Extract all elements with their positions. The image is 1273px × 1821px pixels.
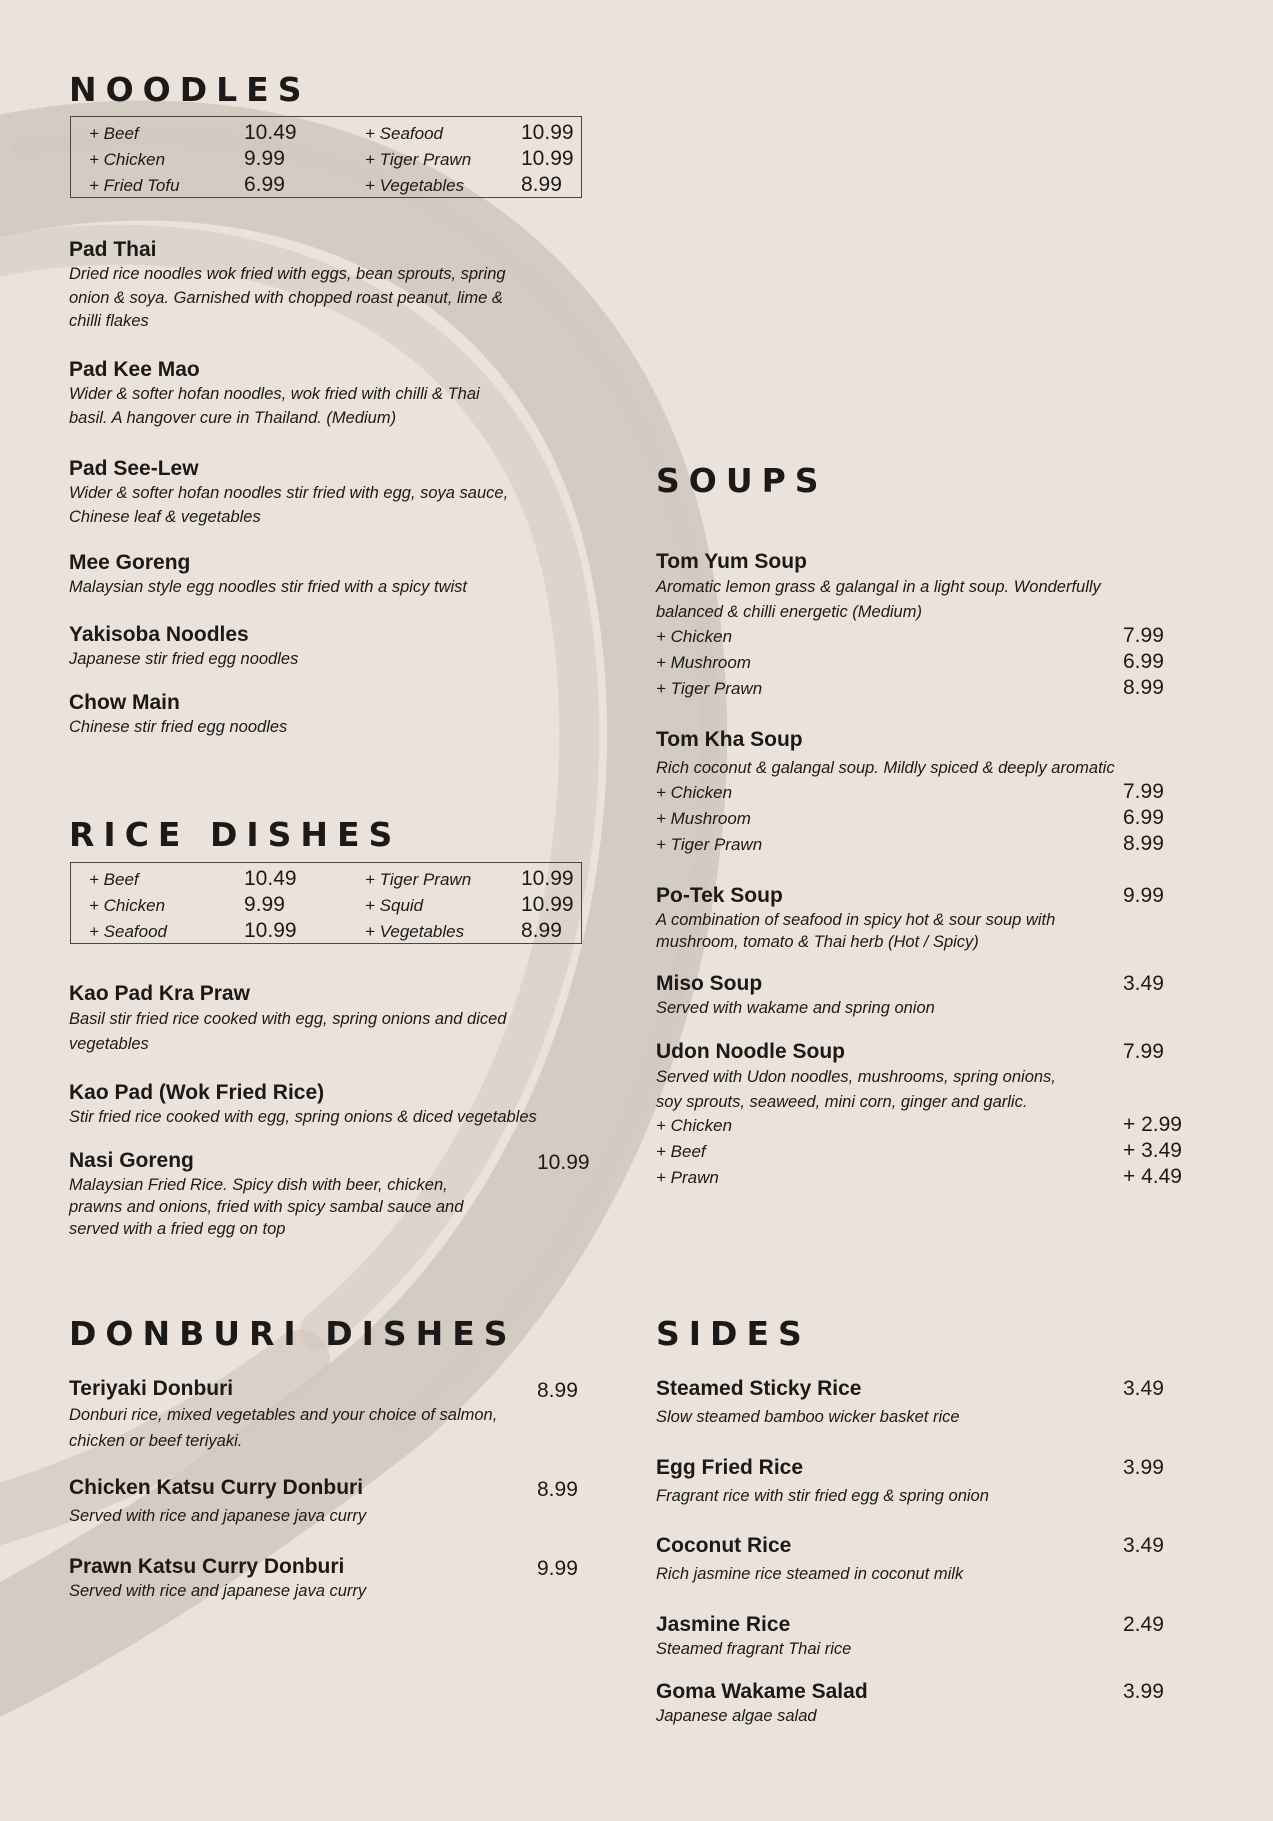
- menu-item: [656, 883, 1056, 953]
- menu-item: [656, 1376, 1096, 1430]
- item-description: Served with rice and japanese java curry: [69, 1582, 367, 1600]
- menu-item: [656, 549, 1136, 625]
- item-name: Tom Kha Soup: [656, 728, 803, 751]
- addon-price: 10.99: [521, 893, 574, 916]
- item-name: Goma Wakame Salad: [656, 1680, 868, 1703]
- item-name: Chicken Katsu Curry Donburi: [69, 1476, 364, 1499]
- item-name: Miso Soup: [656, 972, 763, 995]
- menu-item: [656, 971, 1096, 1021]
- item-description: Wider & softer hofan noodles, wok fried with chilli & Thai basil. A hangover cure in Thailand. (Medium): [69, 385, 480, 427]
- item-description: Rich coconut & galangal soup. Mildly spiced & deeply aromatic: [656, 759, 1115, 777]
- item-name: Kao Pad Kra Praw: [69, 982, 250, 1005]
- item-price: 3.49: [1123, 972, 1164, 995]
- menu-item: [69, 357, 489, 430]
- item-name: Pad Thai: [69, 238, 157, 261]
- option-price: 6.99: [1123, 806, 1164, 829]
- option-price: + 3.49: [1123, 1139, 1182, 1162]
- menu-item: [656, 1612, 1096, 1662]
- rice-heading: RICE DISHES: [69, 815, 402, 854]
- addon-price: 10.49: [244, 867, 297, 890]
- item-price: 3.99: [1123, 1456, 1164, 1479]
- item-description: Fragrant rice with stir fried egg & spring onion: [656, 1487, 989, 1505]
- item-name: Kao Pad (Wok Fried Rice): [69, 1081, 325, 1104]
- menu-item: [656, 1455, 1096, 1509]
- addon-price: 8.99: [521, 919, 562, 942]
- item-price: 8.99: [537, 1379, 578, 1402]
- item-name: Udon Noodle Soup: [656, 1040, 845, 1063]
- addon-price: 10.99: [521, 147, 574, 170]
- menu-item: [69, 1080, 639, 1130]
- addon-price: 10.49: [244, 121, 297, 144]
- option-label: + Tiger Prawn: [656, 835, 763, 854]
- item-description: Japanese stir fried egg noodles: [69, 650, 299, 668]
- option-price: 8.99: [1123, 676, 1164, 699]
- menu-item: [656, 1533, 1096, 1587]
- option-label: + Beef: [656, 1142, 706, 1161]
- addon-price: 6.99: [244, 173, 285, 196]
- option-label: + Chicken: [656, 627, 733, 646]
- addon-label: + Squid: [365, 896, 424, 915]
- item-description: Slow steamed bamboo wicker basket rice: [656, 1408, 960, 1426]
- item-name: Prawn Katsu Curry Donburi: [69, 1555, 345, 1578]
- rice-addon-box: [70, 862, 582, 944]
- item-description: Dried rice noodles wok fried with eggs, bean sprouts, spring onion & soya. Garnished with chopped roast peanut, lime & chilli flakes: [69, 265, 506, 330]
- item-price: 2.49: [1123, 1613, 1164, 1636]
- option-label: + Mushroom: [656, 809, 751, 828]
- item-name: Teriyaki Donburi: [69, 1377, 234, 1400]
- item-description: Stir fried rice cooked with egg, spring onions & diced vegetables: [69, 1108, 537, 1126]
- option-price: 7.99: [1123, 780, 1164, 803]
- item-name: Pad See-Lew: [69, 457, 199, 480]
- addon-label: + Tiger Prawn: [365, 150, 472, 169]
- item-description: Japanese algae salad: [656, 1707, 817, 1725]
- menu-item: [69, 690, 569, 740]
- option-price: 6.99: [1123, 650, 1164, 673]
- option-label: + Prawn: [656, 1168, 719, 1187]
- soups-heading: SOUPS: [656, 461, 828, 500]
- option-price: 8.99: [1123, 832, 1164, 855]
- addon-label: + Chicken: [89, 896, 166, 915]
- item-description: Chinese stir fried egg noodles: [69, 718, 288, 736]
- menu-item: [69, 550, 569, 600]
- item-name: Mee Goreng: [69, 551, 191, 574]
- addon-price: 10.99: [521, 867, 574, 890]
- addon-label: + Seafood: [365, 124, 443, 143]
- item-price: 8.99: [537, 1478, 578, 1501]
- menu-item: [69, 981, 559, 1057]
- addon-label: + Seafood: [89, 922, 167, 941]
- item-price: 3.49: [1123, 1534, 1164, 1557]
- addon-label: + Fried Tofu: [89, 176, 180, 195]
- item-name: Jasmine Rice: [656, 1613, 791, 1636]
- item-description: Served with wakame and spring onion: [656, 999, 935, 1017]
- addon-price: 10.99: [521, 121, 574, 144]
- item-name: Yakisoba Noodles: [69, 623, 249, 646]
- item-price: 10.99: [537, 1151, 590, 1174]
- item-name: Pad Kee Mao: [69, 358, 200, 381]
- addon-label: + Tiger Prawn: [365, 870, 472, 889]
- menu-item: [69, 1475, 529, 1529]
- menu-item: [69, 237, 539, 334]
- item-price: 3.49: [1123, 1377, 1164, 1400]
- addon-label: + Vegetables: [365, 176, 465, 195]
- menu-item: [656, 1679, 1096, 1729]
- option-label: + Tiger Prawn: [656, 679, 763, 698]
- addon-label: + Beef: [89, 124, 139, 143]
- menu-item: [69, 456, 569, 529]
- addon-label: + Beef: [89, 870, 139, 889]
- addon-price: 9.99: [244, 147, 285, 170]
- menu-item: [656, 1039, 1086, 1115]
- item-name: Egg Fried Rice: [656, 1456, 804, 1479]
- option-label: + Chicken: [656, 1116, 733, 1135]
- option-label: + Chicken: [656, 783, 733, 802]
- item-name: Steamed Sticky Rice: [656, 1377, 862, 1400]
- item-name: Po-Tek Soup: [656, 884, 783, 907]
- item-description: Aromatic lemon grass & galangal in a light soup. Wonderfully balanced & chilli energetic (Medium): [656, 578, 1101, 621]
- menu-item: [69, 1376, 539, 1454]
- item-description: A combination of seafood in spicy hot & sour soup with mushroom, tomato & Thai herb (Hot / Spicy): [656, 911, 1056, 951]
- item-description: Donburi rice, mixed vegetables and your choice of salmon, chicken or beef teriyaki.: [69, 1406, 498, 1450]
- item-price: 9.99: [1123, 884, 1164, 907]
- noodles-heading: NOODLES: [69, 70, 311, 109]
- item-description: Served with Udon noodles, mushrooms, spring onions, soy sprouts, seaweed, mini corn, ginger and garlic.: [656, 1068, 1056, 1111]
- item-price: 9.99: [537, 1557, 578, 1580]
- item-name: Tom Yum Soup: [656, 550, 807, 573]
- option-price: + 4.49: [1123, 1165, 1182, 1188]
- menu-item: [69, 622, 569, 672]
- option-price: 7.99: [1123, 624, 1164, 647]
- addon-label: + Chicken: [89, 150, 166, 169]
- item-name: Nasi Goreng: [69, 1149, 194, 1172]
- addon-label: + Vegetables: [365, 922, 465, 941]
- menu-item: [69, 1148, 489, 1240]
- item-description: Rich jasmine rice steamed in coconut milk: [656, 1565, 964, 1583]
- item-price: 3.99: [1123, 1680, 1164, 1703]
- item-description: Basil stir fried rice cooked with egg, spring onions and diced vegetables: [69, 1010, 507, 1053]
- item-description: Malaysian style egg noodles stir fried with a spicy twist: [69, 578, 467, 596]
- addon-price: 10.99: [244, 919, 297, 942]
- sides-heading: SIDES: [656, 1314, 811, 1353]
- item-description: Wider & softer hofan noodles stir fried with egg, soya sauce, Chinese leaf & vegetables: [69, 484, 509, 526]
- item-description: Served with rice and japanese java curry: [69, 1507, 367, 1525]
- option-price: + 2.99: [1123, 1113, 1182, 1136]
- addon-price: 9.99: [244, 893, 285, 916]
- option-label: + Mushroom: [656, 653, 751, 672]
- donburi-heading: DONBURI DISHES: [69, 1314, 517, 1353]
- item-description: Malaysian Fried Rice. Spicy dish with beer, chicken, prawns and onions, fried with spicy sambal sauce and served with a fried egg on top: [69, 1176, 464, 1238]
- item-price: 7.99: [1123, 1040, 1164, 1063]
- item-description: Steamed fragrant Thai rice: [656, 1640, 852, 1658]
- addon-price: 8.99: [521, 173, 562, 196]
- item-name: Coconut Rice: [656, 1534, 792, 1557]
- item-name: Chow Main: [69, 691, 180, 714]
- noodles-addon-box: [70, 116, 582, 198]
- menu-item: [656, 727, 1176, 781]
- menu-item: [69, 1554, 529, 1604]
